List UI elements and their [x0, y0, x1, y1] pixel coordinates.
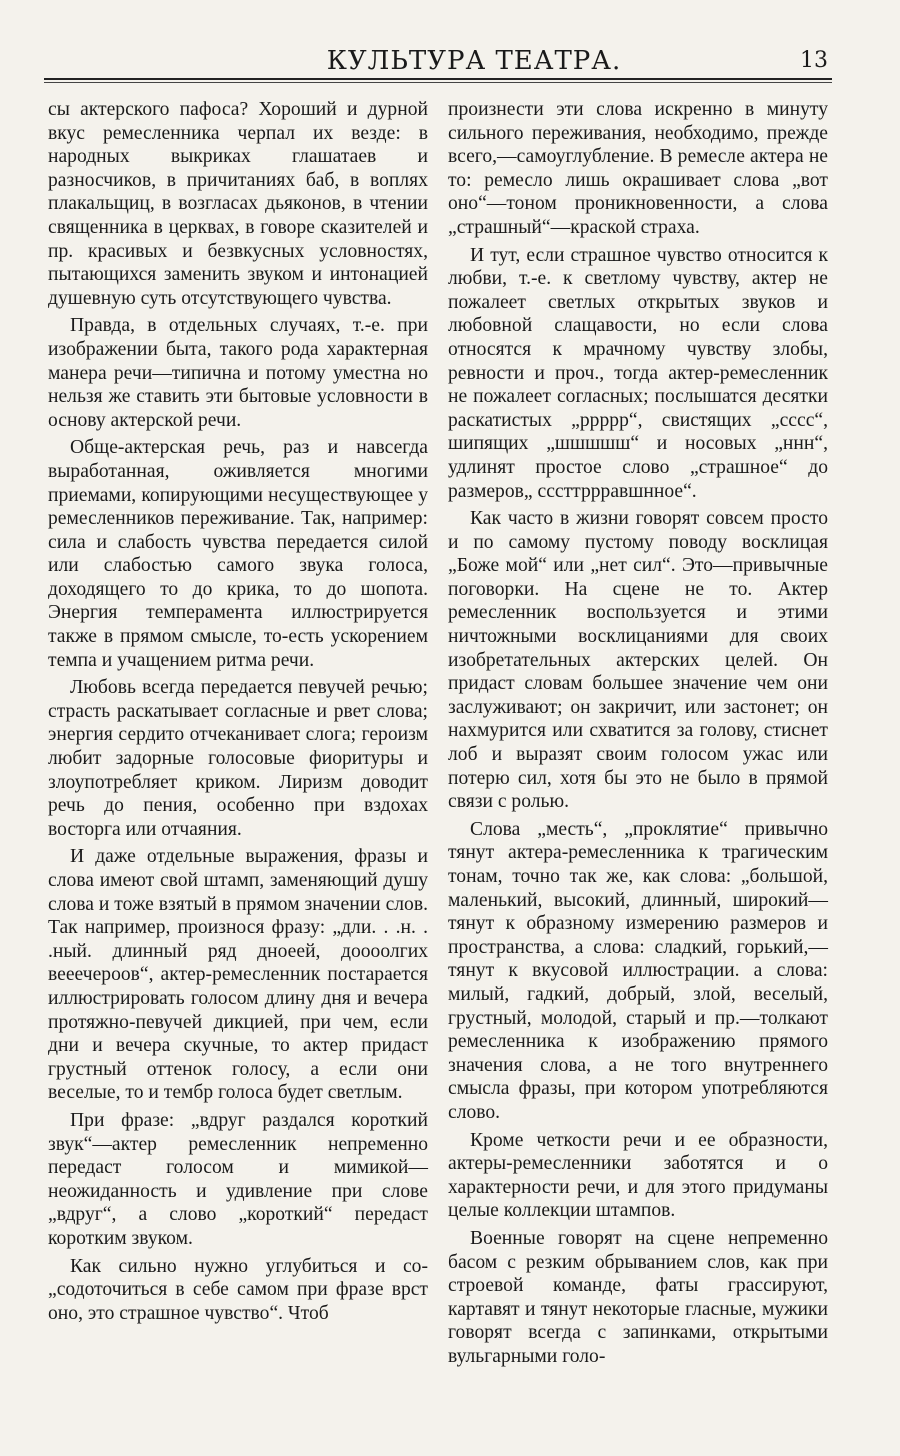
- paragraph: Кроме четкости речи и ее образности, актеры-ремесленники заботятся и о характерности речи, и для этого придуманы целые коллекции штампов.: [448, 1129, 828, 1222]
- paragraph: Как сильно нужно углубиться и со-„содоточиться в себе самом при фразе врст оно, это страшное чувство“. Чтоб: [48, 1255, 428, 1324]
- right-column: [448, 98, 828, 1372]
- paragraph: Обще-актерская речь, раз и навсегда выработанная, оживляется многими приемами, копирующими несуществующее у ремесленников переживание. Так, например: сила и слабость чувства передается силой или слабостью самого звука голоса, доходящего то до крика, то до шопота. Энергия темперамента иллюстрируется также в прямом смысле, то-есть ускорением темпа и учащением ритма речи.: [48, 437, 428, 671]
- journal-title: КУЛЬТУРА ТЕАТРА.: [326, 46, 622, 76]
- header-rule-thin: [44, 82, 832, 83]
- paragraph: Как часто в жизни говорят совсем просто и по самому пустому поводу восклицая „Боже мой“ или „нет сил“. Это—привычные поговорки. На сцене не то. Актер ремесленник воспользуется и этими ничтожными восклицаниями для своих изобретательных актерских целей. Он придаст словам большее значение чем они заслуживают; он закричит, или застонет; он нахмурится или схватится за голову, стиснет лоб и выразят своим голосом ужас или потерю сил, хотя бы это не было в прямой связи с ролью.: [448, 508, 828, 813]
- page-number: 13: [800, 48, 828, 73]
- paragraph: Правда, в отдельных случаях, т.-е. при изображении быта, такого рода характерная манера речи—типична и потому уместна но нельзя же ставить эти бытовые условности в основу актерской речи.: [48, 315, 428, 431]
- paragraph: Любовь всегда передается певучей речью; страсть раскатывает согласные и рвет слова; энергия сердито отчеканивает слога; героизм любит задорные голосовые фиоритуры и злоупотребляет криком. Лиризм доводит речь до пения, особенно при вздохах восторга или отчаяния.: [48, 677, 428, 840]
- left-column: [48, 98, 428, 1329]
- header-rule-thick: [44, 78, 832, 80]
- paragraph: произнести эти слова искренно в минуту сильного переживания, необходимо, прежде всего,—самоуглубление. В ремесле актера не то: ремесло лишь окрашивает слова „вот оно“—тоном проникновенности, а слова „страшный“—краской страха.: [448, 99, 828, 238]
- running-header: [44, 42, 832, 78]
- paragraph: И тут, если страшное чувство относится к любви, т.-е. к светлому чувству, актер не пожалеет светлых открытых звуков и любовной слащавости, но если слова относятся к мрачному чувству злобы, ревности и проч., тогда актер-ремесленник не пожалеет согласных; послышатся десятки раскатистых „ррррр“, свистящих „сссс“, шипящих „шшшшш“ и носовых „ннн“, удлинят простое слово „страшное“ до размеров„ сссттррравшнное“.: [448, 244, 828, 502]
- paragraph: И даже отдельные выражения, фразы и слова имеют свой штамп, заменяющий душу слова и тоже взятый в прямом значении слов. Так например, произнося фразу: „дли. . .н. . .ный. длинный ряд дноеей, доооолгих вееечероов“, актер-ремесленник постарается иллюстрировать голосом длину дня и вечера протяжно-певучей дикцией, при чем, если дни и вечера скучные, то актер придаст грустный оттенок голосу, а если они веселые, то и тембр голоса будет светлым.: [48, 846, 428, 1104]
- paragraph: Военные говорят на сцене непременно басом с резким обрыванием слов, как при строевой команде, фаты грассируют, картавят и тянут некоторые гласные, мужики говорят всегда с запинками, открытыми вульгарными голо-: [448, 1227, 828, 1367]
- paragraph: Слова „месть“, „проклятие“ привычно тянут актера-ремесленника к трагическим тонам, точно так же, как слова: „большой, маленький, высокий, длинный, широкий—тянут к образному измерению размеров и пространства, а слова: сладкий, горький,—тянут к вкусовой иллюстрации. а слова: милый, гадкий, добрый, злой, веселый, грустный, молодой, старый и пр.—толкают ремесленника к изображению прямого значения слова, а не того внутреннего смысла фразы, при котором употребляются слово.: [448, 818, 828, 1123]
- paragraph: сы актерского пафоса? Хороший и дурной вкус ремесленника черпал их везде: в народных выкриках глашатаев и разносчиков, в причитаниях баб, в воплях плакальщиц, в возгласах дьяконов, в чтении священника в церквах, в говоре сказителей и пр. красивых и безвкусных условностях, пытающихся заменить звуком и интонацией душевную суть отсутствующего чувства.: [48, 99, 428, 309]
- paragraph: При фразе: „вдруг раздался короткий звук“—актер ремесленник непременно передаст голосом и мимикой—неожиданность и удивление при слове „вдруг“, а слово „короткий“ передаст коротким звуком.: [48, 1109, 428, 1249]
